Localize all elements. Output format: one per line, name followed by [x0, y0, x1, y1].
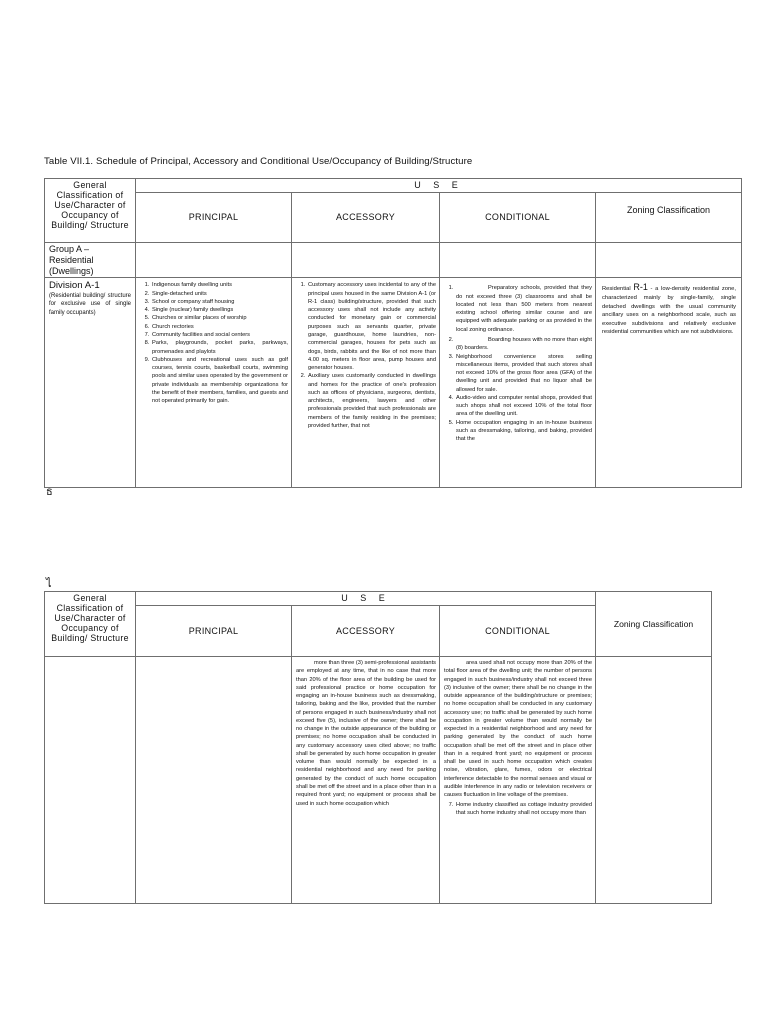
empty-cell [136, 657, 292, 904]
list-item: 2. Single-detached units [151, 290, 288, 298]
empty-cell [596, 657, 712, 904]
list-item: 4. Single (nuclear) family dwellings [151, 306, 288, 314]
empty-cell [440, 243, 596, 278]
header-zoning-classification: Zoning Classification [596, 592, 712, 657]
zoning-body: - a low-density residential zone, characterized mainly by single-family, single detached dwellings with the usual community ancillary uses on a neighborhood scale, such as executive subdivisions and relatively exclusive residential communities which are not subdivisions. [602, 286, 737, 335]
division-a1-cell [45, 278, 136, 488]
header-conditional: CONDITIONAL [440, 606, 596, 657]
schedule-table-part-2 [44, 591, 712, 904]
table-caption: Table VII.1. Schedule of Principal, Accessory and Conditional Use/Occupancy of Building/Structure [44, 156, 473, 167]
accessory-continuation-cell [292, 657, 440, 904]
header-conditional: CONDITIONAL [440, 193, 596, 243]
zoning-prefix: Residential [602, 286, 634, 293]
division-title: Division A-1 [49, 280, 100, 292]
header-principal: PRINCIPAL [136, 606, 292, 657]
group-a-label: Group A – Residential (Dwellings) [45, 243, 136, 278]
conditional-list-continued [440, 800, 595, 818]
empty-cell [596, 243, 742, 278]
header-principal: PRINCIPAL [136, 193, 292, 243]
zoning-description [596, 278, 741, 336]
list-item: 5. Churches or similar places of worship [151, 314, 288, 322]
accessory-uses-cell [292, 278, 440, 488]
list-item: 1. Customary accessory uses incidental to any of the principal uses housed in the same Division A-1 (or R-1 class) building/structure, provided that such accessory uses shall not include any activity conducted for monetary gain or commercial purposes such as servants quarter, private garage, guardhouse, home laundries, non-commercial garages, houses for pets such as dogs, birds, rabbits and the like of not more than 4.00 sq. meters in floor area, pump houses and generator houses. [307, 281, 436, 372]
empty-cell [292, 243, 440, 278]
principal-uses-cell [136, 278, 292, 488]
list-item: 7. Community facilities and social centers [151, 331, 288, 339]
header-use: U S E [136, 592, 596, 606]
conditional-continuation-cell [440, 657, 596, 904]
list-item: 1. Indigenous family dwelling units [151, 281, 288, 289]
list-item: 5. Home occupation engaging in an in-house business such as dressmaking, tailoring, and baking, provided that the [455, 419, 592, 444]
list-item: 1. Preparatory schools, provided that they do not exceed three (3) classrooms and shall be located not less than 500 meters from nearest existing school offering similar course and are equipped with adequate parking or as provided in the local zoning ordinance. [455, 284, 592, 334]
principal-list [136, 278, 291, 405]
list-item: 4. Audio-video and computer rental shops, provided that such shops shall not exceed 10% of the total floor area of the dwelling unit. [455, 394, 592, 419]
empty-cell [45, 657, 136, 904]
stray-mark: ธ [46, 485, 53, 498]
schedule-table-part-1 [44, 178, 742, 488]
header-use: U S E [136, 179, 742, 193]
header-accessory: ACCESSORY [292, 193, 440, 243]
header-general-classification: General Classification of Use/Character of Occupancy of Building/ Structure [45, 592, 136, 657]
empty-cell [136, 243, 292, 278]
list-item: 3. Neighborhood convenience stores selling miscellaneous items, provided that such stores shall not exceed 10% of the gross floor area (GFA) of the dwelling unit and provided that no liquor shall be allowed for sale. [455, 353, 592, 394]
list-item: 8. Parks, playgrounds, pocket parks, parkways, promenades and playlots [151, 339, 288, 356]
list-item: 3. School or company staff housing [151, 298, 288, 306]
header-zoning-classification: Zoning Classification [596, 186, 742, 236]
list-item: 2. Auxiliary uses customarily conducted in dwellings and homes for the practice of one's profession such as offices of physicians, surgeons, dentists, architects, engineers, lawyers and other professionals provided that such professionals are members of the family residing in the premises; provided further, that not [307, 372, 436, 430]
stray-mark: ไ [46, 577, 52, 590]
header-accessory: ACCESSORY [292, 606, 440, 657]
division-description: (Residential building/ structure for exclusive use of single family occupants) [49, 293, 131, 316]
zoning-classification-cell [596, 278, 742, 488]
accessory-list [292, 278, 439, 430]
conditional-uses-cell [440, 278, 596, 488]
conditional-list [440, 278, 595, 443]
list-item: 6. Church rectories [151, 323, 288, 331]
header-general-classification: General Classification of Use/Character of Occupancy of Building/ Structure [45, 179, 136, 243]
accessory-continuation-text: more than three (3) semi-professional assistants are employed at any time, that in no case that more than 20% of the floor area of the building be used for said professional practice or home occupation for engaging an in-house business such as dressmaking, tailoring, baking and the like, provided that the number of persons engaged in such business/industry shall not exceed five (5), inclusive of the owner; there shall be no change in the outside appearance of the building or premises; no home occupation shall be conducted in any customary accessory uses cited above; no traffic shall be generated by such home occupation in greater volume than would normally be expected in a residential neighborhood and any need for parking generated by the conduct of such home occupation shall be met off the street and in a place other than in a required front yard; no equipment or process shall be used in such home occupation which [296, 660, 436, 807]
zoning-code: R-1 [633, 282, 648, 293]
list-item: 7. Home industry classified as cottage industry provided that such home industry shall not occupy more than [455, 801, 592, 818]
conditional-continuation-text: area used shall not occupy more than 20% of the total floor area of the dwelling unit; the number of persons engaged in such business/industry shall not exceed three (3) inclusive of the owner; there shall be no change in the outside appearance of the building/structure or premises; no home occupation shall be conducted in any customary accessory use; no traffic shall be generated by such home occupation in greater volume than would normally be expected in a residential neighborhood and any need for parking generated by the conduct of such home occupation shall be met off the street and in place other than in a required front yard; no equipment or process shall be used in such home occupation which creates noise, vibration, glare, fumes, odors or electrical interference detectable to the normal senses and visual or audible interference in any radio or television receivers or causes fluctuation in line voltage of the premises. [444, 660, 593, 799]
list-item: 9. Clubhouses and recreational uses such as golf courses, tennis courts, basketball courts, swimming pools and similar uses operated by the government or private individuals as membership organizations for the benefit of their members, families, and guests and not operated primarily for gain. [151, 356, 288, 406]
list-item: 2. Boarding houses with no more than eight (8) boarders. [455, 336, 592, 353]
